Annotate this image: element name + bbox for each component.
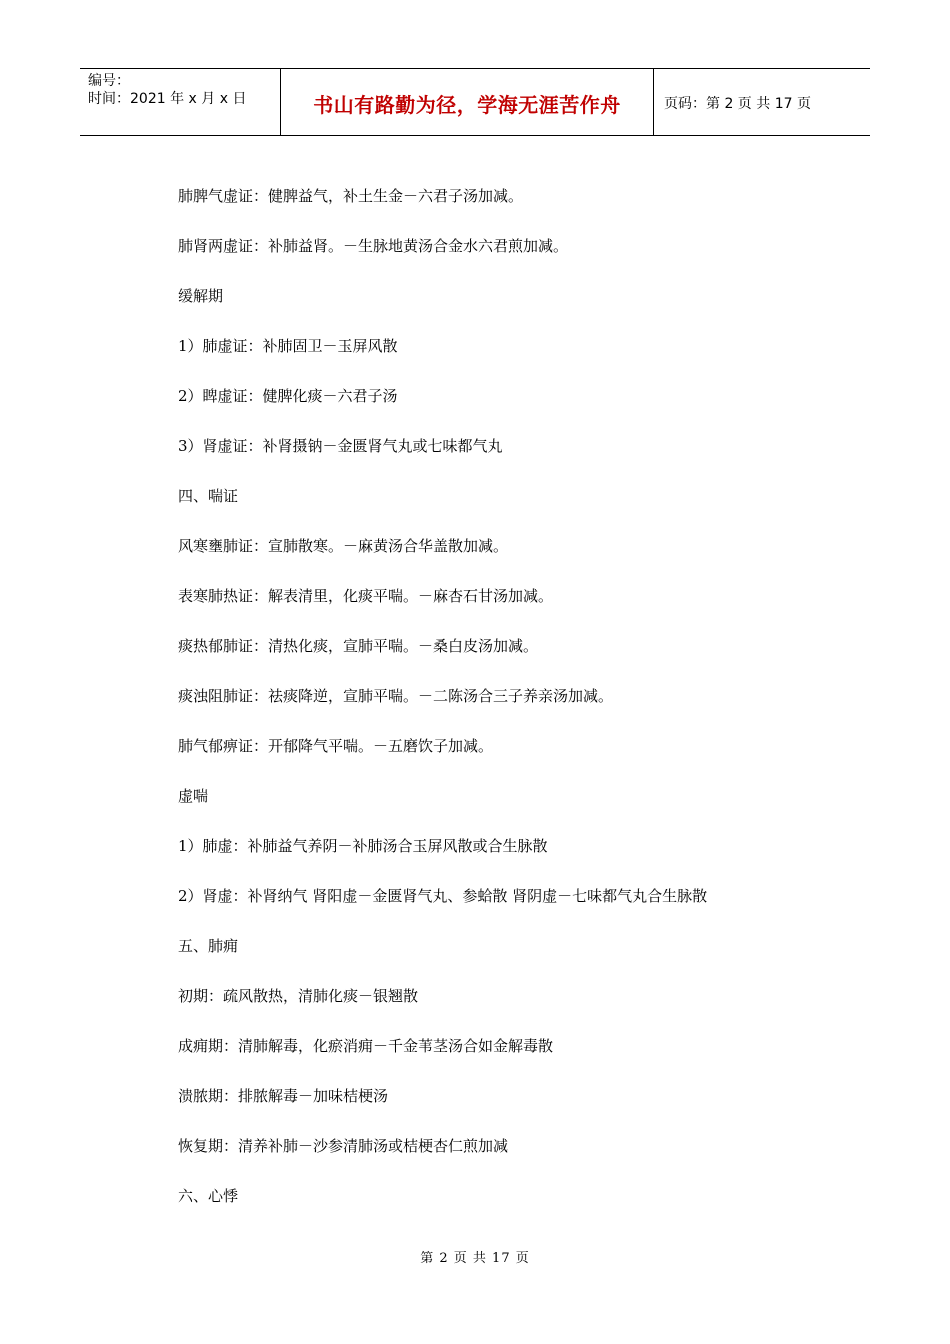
text-line: 1）肺虚：补肺益气养阴－补肺汤合玉屏风散或合生脉散 [178, 837, 548, 855]
section-heading: 四、喘证 [178, 487, 239, 505]
text-line: 初期：疏风散热，清肺化痰－银翘散 [178, 987, 419, 1005]
header-motto: 书山有路勤为径，学海无涯苦作舟 [281, 69, 654, 135]
text-line: 肺脾气虚证：健脾益气，补土生金－六君子汤加减。 [178, 187, 524, 205]
section-heading: 五、肺痈 [178, 937, 239, 955]
section-heading: 虚喘 [178, 787, 209, 805]
text-line: 肺气郁痹证：开郁降气平喘。－五磨饮子加减。 [178, 737, 494, 755]
text-line: 风寒壅肺证：宣肺散寒。－麻黄汤合华盖散加减。 [178, 537, 509, 555]
text-line: 1）肺虚证：补肺固卫－玉屏风散 [178, 337, 398, 355]
text-line: 恢复期：清养补肺－沙参清肺汤或桔梗杏仁煎加减 [178, 1137, 509, 1155]
page-footer: 第 2 页 共 17 页 [420, 1251, 530, 1266]
header-page-info: 页码：第 2 页 共 17 页 [664, 96, 811, 112]
section-heading: 缓解期 [178, 287, 224, 305]
text-line: 肺肾两虚证：补肺益肾。－生脉地黄汤合金水六君煎加减。 [178, 237, 569, 255]
text-line: 痰浊阻肺证：祛痰降逆，宣肺平喘。－二陈汤合三子养亲汤加减。 [178, 687, 614, 705]
document-body [178, 186, 868, 1236]
text-line: 3）肾虚证：补肾摄钠－金匮肾气丸或七味都气丸 [178, 437, 503, 455]
text-line: 2）睥虚证：健脾化痰－六君子汤 [178, 387, 398, 405]
section-heading: 六、心悸 [178, 1187, 239, 1205]
text-line: 成痈期：清肺解毒，化瘀消痈－千金苇茎汤合如金解毒散 [178, 1037, 554, 1055]
header-meta [80, 69, 281, 135]
document-number: 编号： [88, 73, 130, 89]
document-time: 时间：2021 年 x 月 x 日 [88, 91, 247, 107]
text-line: 痰热郁肺证：清热化痰，宣肺平喘。－桑白皮汤加减。 [178, 637, 539, 655]
page-header [80, 68, 870, 136]
text-line: 2）肾虚：补肾纳气 肾阳虚－金匮肾气丸、参蛤散 肾阴虚－七味都气丸合生脉散 [178, 887, 708, 905]
text-line: 表寒肺热证：解表清里，化痰平喘。－麻杏石甘汤加减。 [178, 587, 554, 605]
text-line: 溃脓期：排脓解毒－加味桔梗汤 [178, 1087, 389, 1105]
